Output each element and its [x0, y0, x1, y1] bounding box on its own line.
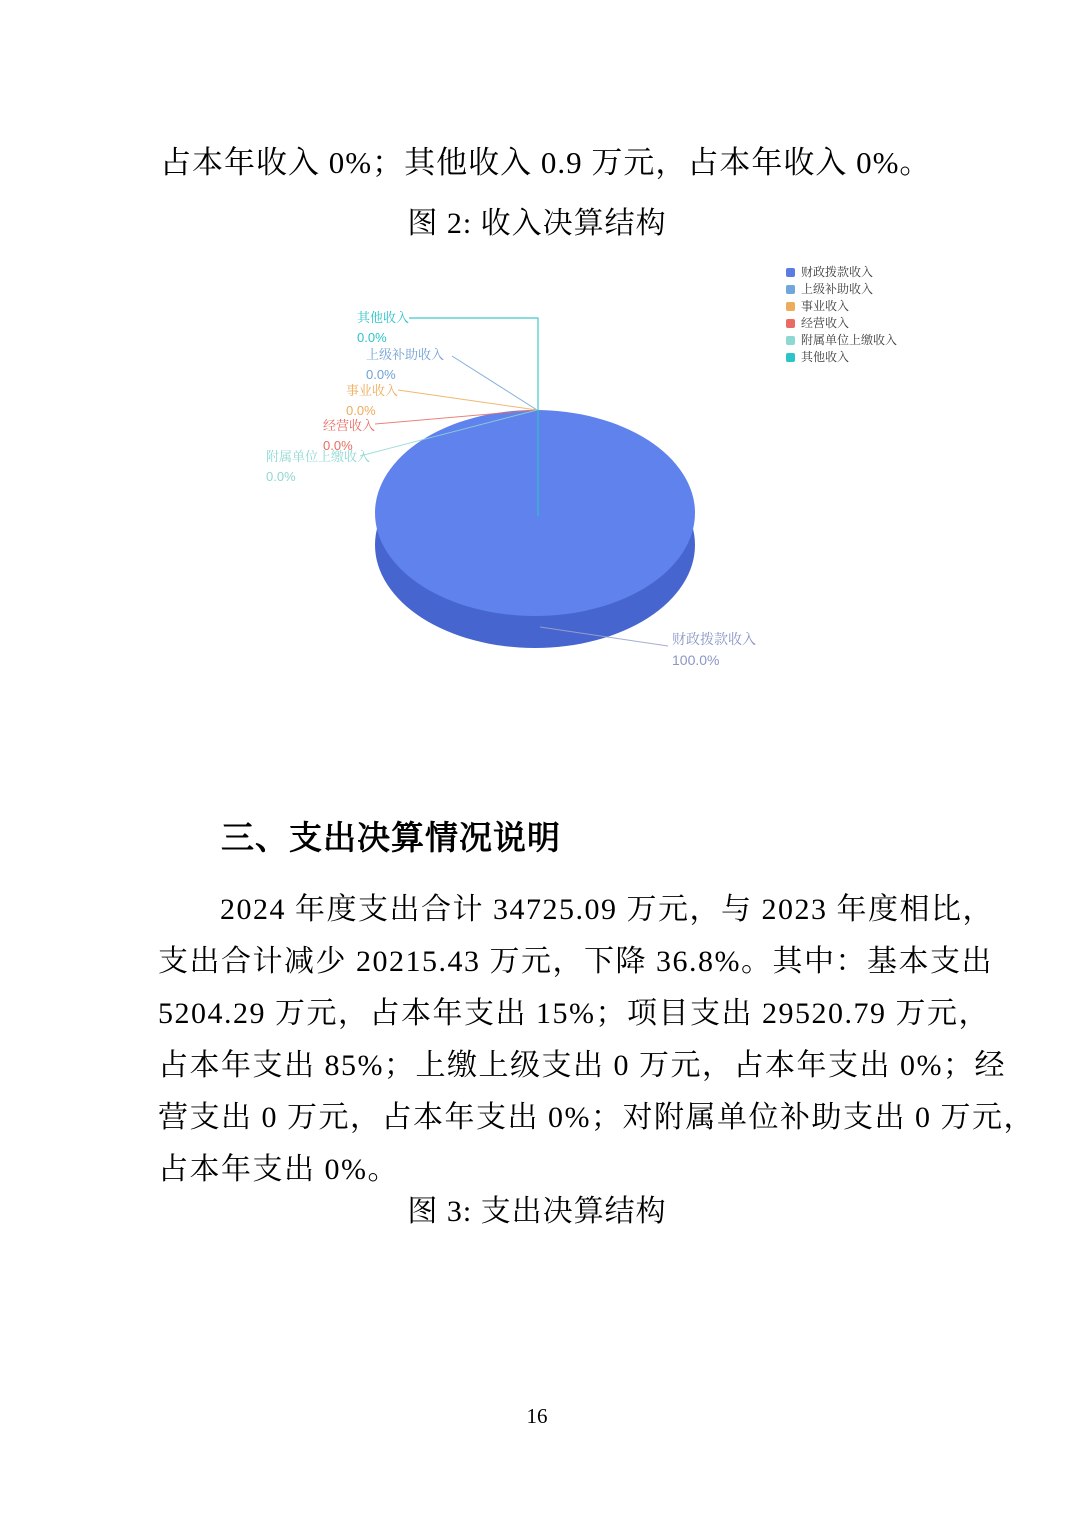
callout-value: 0.0%: [323, 438, 353, 453]
paragraph-line: 占本年支出 0%。: [158, 1153, 399, 1186]
callout-label: 其他收入: [357, 310, 410, 325]
callout-value: 0.0%: [346, 403, 376, 418]
legend-label: 其他收入: [801, 350, 850, 364]
legend-label: 财政拨款收入: [801, 265, 874, 279]
legend-label: 经营收入: [801, 316, 850, 330]
paragraph-line: 支出合计减少 20215.43 万元，下降 36.8%。其中：基本支出: [158, 945, 993, 978]
legend-item-other-income: [786, 351, 897, 363]
callout-label: 事业收入: [346, 383, 399, 398]
callout-line-business-income: [398, 390, 537, 410]
page-number: 16: [526, 1404, 548, 1428]
legend-swatch-icon: [786, 319, 795, 328]
legend-swatch-icon: [786, 353, 795, 362]
figure3-caption: 图 3: 支出决算结构: [407, 1195, 667, 1228]
callout-value: 0.0%: [266, 469, 296, 484]
callout-business-income: [346, 381, 398, 421]
legend-swatch-icon: [786, 302, 795, 311]
legend-label: 事业收入: [801, 299, 850, 313]
legend-item-fiscal-income: [786, 266, 897, 278]
paragraph-line: 营支出 0 万元，占本年支出 0%；对附属单位补助支出 0 万元，: [158, 1101, 1035, 1134]
pie-top-face: [375, 410, 695, 616]
callout-label: 经营收入: [323, 418, 376, 433]
callout-line-superior-subsidy: [452, 356, 537, 410]
legend-item-operating-income: [786, 317, 897, 329]
callout-value: 0.0%: [366, 367, 396, 382]
legend-swatch-icon: [786, 336, 795, 345]
intro-text: 占本年收入 0%；其他收入 0.9 万元，占本年收入 0%。: [160, 145, 932, 180]
callout-label: 财政拨款收入: [672, 631, 756, 647]
paragraph-line: 占本年支出 85%；上缴上级支出 0 万元，占本年支出 0%；经: [158, 1049, 1006, 1082]
legend-swatch-icon: [786, 268, 795, 277]
legend-item-affiliated-income: [786, 334, 897, 346]
legend-item-business-income: [786, 300, 897, 312]
legend-label: 上级补助收入: [801, 282, 874, 296]
paragraph-line: 2024 年度支出合计 34725.09 万元，与 2023 年度相比，: [220, 893, 994, 926]
callout-value: 0.0%: [357, 330, 387, 345]
callout-value: 100.0%: [672, 652, 720, 668]
callout-superior-subsidy: [366, 345, 444, 385]
chart-legend: [786, 266, 897, 363]
legend-label: 附属单位上缴收入: [801, 333, 898, 347]
callout-label: 附属单位上缴收入: [266, 449, 371, 464]
paragraph-line: 5204.29 万元，占本年支出 15%；项目支出 29520.79 万元，: [158, 997, 990, 1030]
callout-affiliated-income: [266, 447, 370, 487]
callout-fiscal-income: [672, 629, 756, 671]
section-heading: 三、支出决算情况说明: [221, 819, 561, 856]
callout-other-income: [357, 308, 409, 348]
figure2-caption: 图 2: 收入决算结构: [407, 207, 667, 240]
callout-label: 上级补助收入: [366, 347, 445, 362]
legend-item-superior-subsidy: [786, 283, 897, 295]
legend-swatch-icon: [786, 285, 795, 294]
